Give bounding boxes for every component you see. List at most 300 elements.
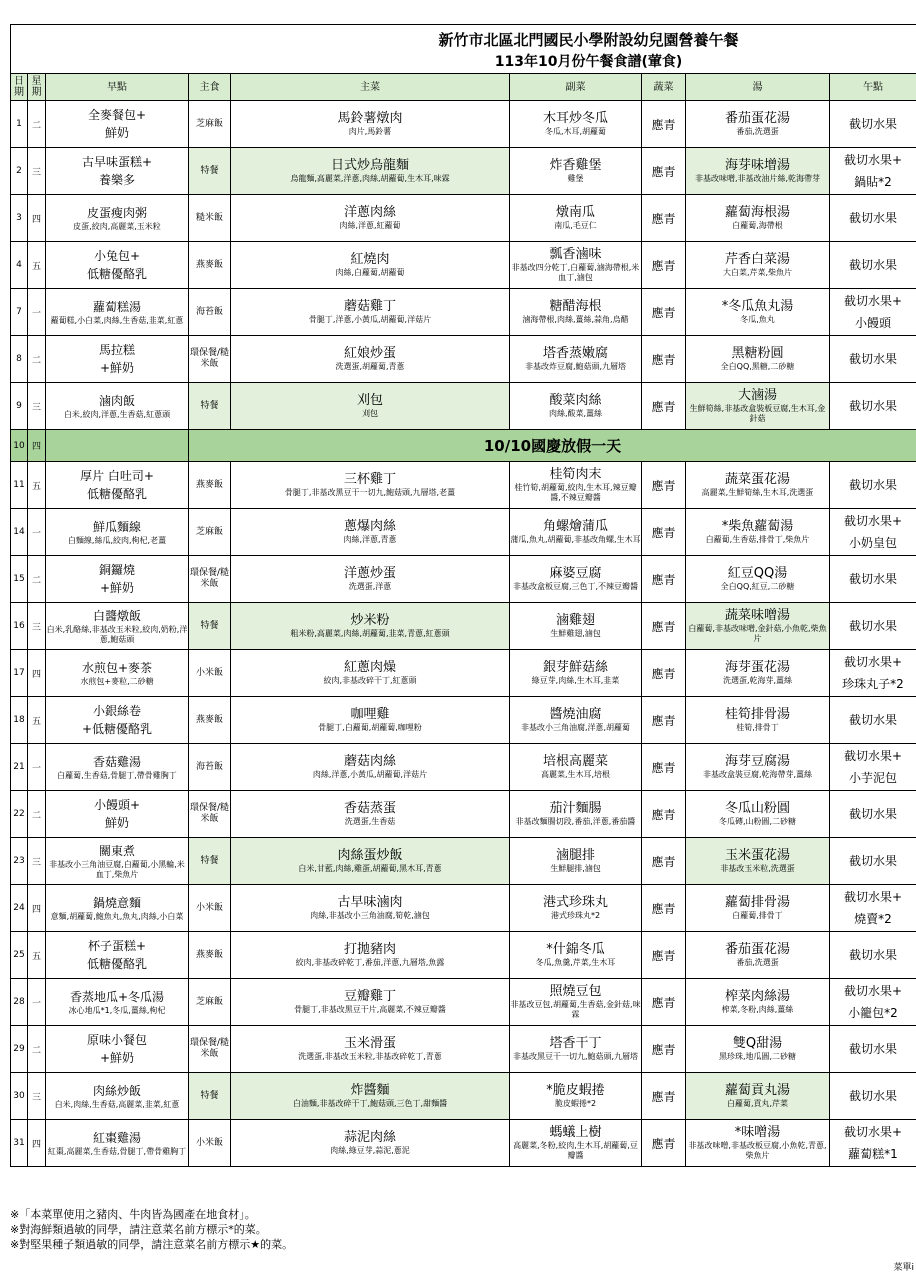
side-dish-cell — [510, 1073, 642, 1120]
soup-cell — [686, 509, 830, 556]
staple-cell: 芝麻飯 — [189, 979, 231, 1026]
header-soup: 湯 — [686, 74, 830, 101]
date-cell: 18 — [11, 697, 28, 744]
main-dish-ingredients: 粗米粉,高麗菜,肉絲,胡蘿蔔,韭菜,青蔥,紅蔥頭 — [290, 629, 450, 638]
afternoon-snack-cell: 截切水果 — [830, 101, 916, 148]
side-dish-cell — [510, 791, 642, 838]
side-dish-ingredients: 蒲瓜,魚丸,胡蘿蔔,非基改角螺,生木耳 — [510, 535, 641, 544]
date-cell: 10 — [11, 430, 28, 462]
side-dish-ingredients: 非基改炸豆腐,鮑菇頭,九層塔 — [524, 362, 627, 371]
morning-snack-cell — [46, 289, 189, 336]
soup-name: 玉米蛋花湯 — [724, 848, 790, 863]
soup-name: 榨菜肉絲湯 — [724, 989, 790, 1004]
soup-name: 番茄蛋花湯 — [724, 942, 790, 957]
date-cell: 7 — [11, 289, 28, 336]
soup-ingredients: 白蘿蔔,貢丸,芹菜 — [726, 1099, 789, 1108]
side-dish-cell — [510, 509, 642, 556]
morning-snack-name: 香蒸地瓜+冬瓜湯 — [69, 990, 165, 1004]
date-cell: 2 — [11, 148, 28, 195]
table-row — [11, 603, 916, 650]
morning-snack-cell — [46, 509, 189, 556]
vegetable-cell: 應青 — [642, 1026, 686, 1073]
day-cell: 三 — [28, 148, 46, 195]
day-cell: 二 — [28, 556, 46, 603]
day-cell: 五 — [28, 932, 46, 979]
morning-snack-ingredients: 意麵,胡蘿蔔,鮑魚丸,魚丸,肉絲,小白菜 — [50, 912, 184, 921]
soup-name: 蘿蔔海根湯 — [724, 205, 790, 220]
side-dish-cell — [510, 603, 642, 650]
main-dish-name: 蒜泥肉絲 — [343, 1130, 396, 1145]
table-row — [11, 744, 916, 791]
date-cell: 15 — [11, 556, 28, 603]
side-dish-cell — [510, 462, 642, 509]
staple-cell: 糙米飯 — [189, 195, 231, 242]
main-dish-ingredients: 肉絲,洋蔥,紅蘿蔔 — [339, 221, 401, 230]
soup-cell — [686, 885, 830, 932]
morning-snack-name: 銅鑼燒 +鮮奶 — [98, 563, 135, 595]
afternoon-snack-cell: 截切水果 — [830, 1026, 916, 1073]
side-dish-name: 炸香雞堡 — [549, 158, 602, 173]
morning-snack-name: 肉絲炒飯 — [92, 1084, 141, 1098]
header-main: 主菜 — [231, 74, 510, 101]
soup-name: *柴魚蘿蔔湯 — [721, 519, 794, 534]
side-dish-cell — [510, 697, 642, 744]
main-dish-name: 紅蔥肉燥 — [343, 660, 396, 675]
staple-cell: 特餐 — [189, 603, 231, 650]
side-dish-ingredients: 非基改四分乾丁,白蘿蔔,滷海帶根,米血丁,滷包 — [511, 263, 640, 282]
afternoon-snack-cell: 截切水果 — [830, 336, 916, 383]
morning-snack-cell — [46, 462, 189, 509]
morning-snack-ingredients: 非基改小三角油豆腐,白蘿蔔,小黑輪,米血丁,柴魚片 — [49, 860, 185, 879]
main-dish-ingredients: 骨腿丁,非基改黑豆干一切九,鮑菇頭,九層塔,老薑 — [284, 488, 456, 497]
day-cell: 二 — [28, 101, 46, 148]
main-dish-cell — [231, 791, 510, 838]
morning-snack-name: 杯子蛋糕+ 低糖優酪乳 — [86, 939, 147, 971]
day-cell: 五 — [28, 242, 46, 289]
morning-snack-name: 原味小餐包 +鮮奶 — [86, 1033, 147, 1065]
soup-ingredients: 白蘿蔔,生香菇,排骨丁,柴魚片 — [705, 535, 810, 544]
afternoon-snack-cell: 截切水果 — [830, 697, 916, 744]
vegetable-cell: 應青 — [642, 383, 686, 430]
morning-snack-cell — [46, 838, 189, 885]
morning-snack-name: 皮蛋瘦肉粥 — [86, 206, 147, 220]
table-row — [11, 242, 916, 289]
main-dish-cell — [231, 195, 510, 242]
main-dish-cell — [231, 603, 510, 650]
staple-cell: 海苔飯 — [189, 289, 231, 336]
table-row — [11, 336, 916, 383]
side-dish-cell — [510, 148, 642, 195]
main-dish-ingredients: 肉片,馬鈴薯 — [348, 127, 392, 136]
side-dish-ingredients: 生鮮雞翅,滷包 — [550, 629, 601, 638]
staple-cell: 環保餐/糙米飯 — [189, 1026, 231, 1073]
staple-cell: 小米飯 — [189, 885, 231, 932]
main-dish-cell — [231, 885, 510, 932]
day-cell: 五 — [28, 697, 46, 744]
main-dish-ingredients: 洗選蛋,洋蔥 — [348, 582, 392, 591]
vegetable-cell: 應青 — [642, 697, 686, 744]
soup-name: 芹香白菜湯 — [724, 252, 790, 267]
header-side: 副菜 — [510, 74, 642, 101]
soup-cell — [686, 148, 830, 195]
side-dish-name: 培根高麗菜 — [542, 754, 608, 769]
side-dish-name: 燉南瓜 — [555, 205, 595, 220]
side-dish-name: 瓢香滷味 — [549, 247, 602, 262]
main-dish-name: 三杯雞丁 — [343, 472, 396, 487]
soup-cell — [686, 242, 830, 289]
main-dish-ingredients: 烏龍麵,高麗菜,洋蔥,肉絲,胡蘿蔔,生木耳,味霖 — [290, 174, 450, 183]
date-cell: 4 — [11, 242, 28, 289]
soup-ingredients: 番茄,洗選蛋 — [736, 127, 779, 136]
side-dish-ingredients: 脆皮蝦捲*2 — [554, 1099, 597, 1108]
main-dish-cell — [231, 101, 510, 148]
soup-ingredients: 大白菜,芹菜,柴魚片 — [722, 268, 793, 277]
side-dish-ingredients: 桂竹筍,胡蘿蔔,絞肉,生木耳,辣豆瓣醬,不辣豆瓣醬 — [514, 483, 637, 502]
main-dish-ingredients: 洗選蛋,胡蘿蔔,青蔥 — [335, 362, 405, 371]
table-row — [11, 509, 916, 556]
vegetable-cell: 應青 — [642, 195, 686, 242]
empty-cell — [46, 430, 189, 462]
header-veg: 蔬菜 — [642, 74, 686, 101]
date-cell: 25 — [11, 932, 28, 979]
afternoon-snack-cell: 截切水果+ 鍋貼*2 — [830, 148, 916, 195]
soup-cell — [686, 556, 830, 603]
main-dish-name: 炒米粉 — [350, 613, 390, 628]
staple-cell: 小米飯 — [189, 1120, 231, 1167]
vegetable-cell: 應青 — [642, 101, 686, 148]
side-dish-cell — [510, 101, 642, 148]
table-row — [11, 650, 916, 697]
main-dish-name: 洋蔥肉絲 — [343, 205, 396, 220]
main-dish-name: 玉米滑蛋 — [343, 1036, 396, 1051]
vegetable-cell: 應青 — [642, 650, 686, 697]
table-row — [11, 556, 916, 603]
morning-snack-name: 紅棗雞湯 — [92, 1131, 141, 1145]
menu-header — [10, 24, 916, 73]
morning-snack-cell — [46, 697, 189, 744]
main-dish-name: 洋蔥炒蛋 — [343, 566, 396, 581]
soup-ingredients: 洗選蛋,乾海芽,薑絲 — [722, 676, 793, 685]
table-row — [11, 101, 916, 148]
soup-name: *冬瓜魚丸湯 — [721, 299, 794, 314]
day-cell: 四 — [28, 650, 46, 697]
morning-snack-cell — [46, 1120, 189, 1167]
morning-snack-name: 水煎包+麥茶 — [81, 661, 153, 675]
day-cell: 三 — [28, 838, 46, 885]
morning-snack-name: 小饅頭+ 鮮奶 — [93, 798, 141, 830]
soup-ingredients: 全白QQ,黑糖,二砂糖 — [720, 362, 795, 371]
main-dish-ingredients: 絞肉,非基改碎干丁,紅蔥頭 — [323, 676, 417, 685]
main-dish-name: 肉絲蛋炒飯 — [337, 848, 403, 863]
side-dish-name: 港式珍珠丸 — [542, 895, 608, 910]
day-cell: 一 — [28, 289, 46, 336]
side-dish-ingredients: 非基改麵腸切段,番茄,洋蔥,番茄醬 — [515, 817, 636, 826]
footnote: ※對海鮮類過敏的同學，請注意菜名前方標示*的菜。 — [10, 1223, 267, 1236]
soup-ingredients: 高麗菜,生鮮筍絲,生木耳,洗選蛋 — [701, 488, 814, 497]
staple-cell: 特餐 — [189, 838, 231, 885]
side-dish-name: 醬燒油腐 — [549, 707, 602, 722]
main-dish-cell — [231, 462, 510, 509]
table-row — [11, 979, 916, 1026]
morning-snack-name: 小兔包+ 低糖優酪乳 — [86, 249, 147, 281]
side-dish-cell — [510, 979, 642, 1026]
morning-snack-cell — [46, 195, 189, 242]
morning-snack-name: 馬拉糕 +鮮奶 — [98, 343, 135, 375]
soup-ingredients: 冬瓜磚,山粉圓,二砂糖 — [718, 817, 797, 826]
menu-table — [10, 73, 916, 1167]
main-dish-name: 馬鈴薯燉肉 — [337, 111, 403, 126]
afternoon-snack-cell: 截切水果 — [830, 838, 916, 885]
side-dish-name: *什錦冬瓜 — [546, 942, 605, 957]
soup-name: 紅豆QQ湯 — [727, 566, 788, 581]
side-dish-cell — [510, 556, 642, 603]
soup-cell — [686, 603, 830, 650]
soup-ingredients: 非基改盒裝豆腐,乾海帶芽,薑絲 — [702, 770, 813, 779]
soup-name: 蘿蔔排骨湯 — [724, 895, 790, 910]
side-dish-name: *脆皮蝦捲 — [546, 1083, 605, 1098]
main-dish-name: 古早味滷肉 — [337, 895, 403, 910]
date-cell: 30 — [11, 1073, 28, 1120]
day-cell: 四 — [28, 1120, 46, 1167]
staple-cell: 特餐 — [189, 383, 231, 430]
main-dish-cell — [231, 932, 510, 979]
side-dish-ingredients: 非基改黑豆干一切九,鮑菇頭,九層塔 — [512, 1052, 639, 1061]
main-dish-cell — [231, 838, 510, 885]
morning-snack-ingredients: 白麵線,絲瓜,絞肉,枸杞,老薑 — [67, 536, 167, 545]
day-cell: 三 — [28, 383, 46, 430]
vegetable-cell: 應青 — [642, 556, 686, 603]
day-cell: 二 — [28, 791, 46, 838]
main-dish-ingredients: 洗選蛋,非基改玉米粒,非基改碎乾丁,青蔥 — [298, 1052, 442, 1061]
menu-sheet — [10, 24, 916, 1167]
date-cell: 23 — [11, 838, 28, 885]
date-cell: 21 — [11, 744, 28, 791]
morning-snack-name: 白醬燉飯 — [92, 609, 141, 623]
side-dish-name: 木耳炒冬瓜 — [542, 111, 608, 126]
morning-snack-cell — [46, 932, 189, 979]
soup-name: *味噌湯 — [734, 1125, 781, 1140]
date-cell: 14 — [11, 509, 28, 556]
side-dish-ingredients: 高麗菜,冬粉,絞肉,生木耳,胡蘿蔔,豆瓣醬 — [513, 1141, 638, 1160]
table-row — [11, 697, 916, 744]
main-dish-name: 打拋豬肉 — [343, 942, 396, 957]
side-dish-cell — [510, 885, 642, 932]
date-cell: 31 — [11, 1120, 28, 1167]
afternoon-snack-cell: 截切水果 — [830, 603, 916, 650]
page-title: 新竹市北區北門國民小學附設幼兒園營養午餐 — [438, 31, 739, 49]
day-cell: 二 — [28, 336, 46, 383]
morning-snack-ingredients: 皮蛋,絞肉,高麗菜,玉米粒 — [73, 222, 161, 231]
staple-cell: 燕麥飯 — [189, 242, 231, 289]
day-cell: 四 — [28, 430, 46, 462]
main-dish-ingredients: 骨腿丁,白蘿蔔,胡蘿蔔,咖哩粉 — [318, 723, 422, 732]
main-dish-name: 蔥爆肉絲 — [343, 519, 396, 534]
side-dish-name: 桂筍肉末 — [549, 467, 602, 482]
table-row — [11, 1073, 916, 1120]
main-dish-ingredients: 肉絲,洋蔥,青蔥 — [343, 535, 397, 544]
morning-snack-name: 蘿蔔糕湯 — [92, 300, 141, 314]
morning-snack-cell — [46, 556, 189, 603]
main-dish-cell — [231, 148, 510, 195]
side-dish-ingredients: 港式珍珠丸*2 — [550, 911, 601, 920]
footnote: ※「本菜單使用之豬肉、牛肉皆為國產在地食材」。 — [10, 1208, 256, 1221]
main-dish-ingredients: 骨腿丁,洋蔥,小黃瓜,胡蘿蔔,洋菇片 — [308, 315, 432, 324]
morning-snack-cell — [46, 1026, 189, 1073]
table-row — [11, 383, 916, 430]
morning-snack-cell — [46, 336, 189, 383]
day-cell: 四 — [28, 195, 46, 242]
main-dish-cell — [231, 556, 510, 603]
soup-ingredients: 非基改味噌,非基改油片絲,乾海帶芽 — [694, 174, 821, 183]
side-dish-ingredients: 肉絲,酸菜,薑絲 — [548, 409, 603, 418]
soup-cell — [686, 195, 830, 242]
day-cell: 一 — [28, 979, 46, 1026]
afternoon-snack-cell: 截切水果 — [830, 383, 916, 430]
staple-cell: 環保餐/糙米飯 — [189, 556, 231, 603]
soup-ingredients: 冬瓜,魚丸 — [740, 315, 775, 324]
table-row — [11, 932, 916, 979]
vegetable-cell: 應青 — [642, 603, 686, 650]
main-dish-ingredients: 肉絲,洋蔥,小黃瓜,胡蘿蔔,洋菇片 — [312, 770, 428, 779]
side-dish-cell — [510, 289, 642, 336]
main-dish-name: 紅娘炒蛋 — [343, 346, 396, 361]
side-dish-name: 塔香蒸嫩腐 — [542, 346, 608, 361]
morning-snack-cell — [46, 979, 189, 1026]
side-dish-cell — [510, 932, 642, 979]
main-dish-name: 日式炒烏龍麵 — [330, 158, 409, 173]
staple-cell: 環保餐/糙米飯 — [189, 336, 231, 383]
morning-snack-cell — [46, 383, 189, 430]
table-row — [11, 195, 916, 242]
morning-snack-cell — [46, 242, 189, 289]
soup-cell — [686, 1073, 830, 1120]
soup-ingredients: 白蘿蔔,海帶根 — [732, 221, 783, 230]
side-dish-name: 酸菜肉絲 — [549, 393, 602, 408]
side-dish-ingredients: 冬瓜,木耳,胡蘿蔔 — [544, 127, 607, 136]
side-dish-ingredients: 生鮮腿排,滷包 — [550, 864, 601, 873]
morning-snack-name: 全麥餐包+ 鮮奶 — [87, 108, 147, 140]
vegetable-cell: 應青 — [642, 791, 686, 838]
morning-snack-cell — [46, 650, 189, 697]
date-cell: 9 — [11, 383, 28, 430]
main-dish-name: 炸醬麵 — [350, 1083, 390, 1098]
main-dish-cell — [231, 242, 510, 289]
afternoon-snack-cell: 截切水果 — [830, 556, 916, 603]
soup-name: 海芽味增湯 — [724, 158, 790, 173]
side-dish-cell — [510, 383, 642, 430]
side-dish-ingredients: 滷海帶根,肉絲,薑絲,蒜角,烏醋 — [522, 315, 629, 324]
morning-snack-name: 小銀絲卷 +低糖優酪乳 — [81, 704, 153, 736]
side-dish-name: 螞蟻上樹 — [549, 1125, 602, 1140]
header-staple: 主食 — [189, 74, 231, 101]
soup-name: 冬瓜山粉圓 — [724, 801, 790, 816]
side-dish-cell — [510, 336, 642, 383]
side-dish-cell — [510, 838, 642, 885]
side-dish-name: 滷腿排 — [555, 848, 595, 863]
afternoon-snack-cell: 截切水果+ 蘿蔔糕*1 — [830, 1120, 916, 1167]
afternoon-snack-cell: 截切水果 — [830, 195, 916, 242]
side-dish-cell — [510, 744, 642, 791]
day-cell: 五 — [28, 462, 46, 509]
main-dish-name: 蘑菇肉絲 — [343, 754, 396, 769]
soup-cell — [686, 383, 830, 430]
header-snack: 午點 — [830, 74, 916, 101]
table-row — [11, 148, 916, 195]
soup-name: 黑糖粉圓 — [731, 346, 784, 361]
side-dish-cell — [510, 1120, 642, 1167]
footnote: ※對堅果種子類過敏的同學，請注意菜名前方標示★的菜。 — [10, 1238, 294, 1251]
main-dish-cell — [231, 336, 510, 383]
morning-snack-ingredients: 白米,肉絲,生香菇,高麗菜,韭菜,紅蔥 — [54, 1100, 180, 1109]
soup-name: 雙Q甜湯 — [732, 1036, 783, 1051]
morning-snack-cell — [46, 101, 189, 148]
soup-name: 蔬菜味噌湯 — [724, 608, 790, 623]
soup-cell — [686, 1026, 830, 1073]
main-dish-cell — [231, 1026, 510, 1073]
table-row — [11, 1120, 916, 1167]
morning-snack-cell — [46, 791, 189, 838]
main-dish-cell — [231, 697, 510, 744]
side-dish-ingredients: 南瓜,毛豆仁 — [554, 221, 597, 230]
main-dish-ingredients: 白米,甘藍,肉絲,雞蛋,胡蘿蔔,黑木耳,青蔥 — [298, 864, 442, 873]
staple-cell: 特餐 — [189, 1073, 231, 1120]
vegetable-cell: 應青 — [642, 242, 686, 289]
soup-cell — [686, 791, 830, 838]
soup-ingredients: 榨菜,冬粉,肉絲,薑絲 — [721, 1005, 794, 1014]
staple-cell: 燕麥飯 — [189, 462, 231, 509]
table-row — [11, 289, 916, 336]
main-dish-ingredients: 絞肉,非基改碎乾丁,番茄,洋蔥,九層塔,魚露 — [295, 958, 445, 967]
morning-snack-name: 滷肉飯 — [98, 394, 135, 408]
afternoon-snack-cell: 截切水果 — [830, 791, 916, 838]
staple-cell: 芝麻飯 — [189, 101, 231, 148]
soup-cell — [686, 1120, 830, 1167]
staple-cell: 燕麥飯 — [189, 697, 231, 744]
day-cell: 一 — [28, 744, 46, 791]
staple-cell: 芝麻飯 — [189, 509, 231, 556]
side-dish-cell — [510, 195, 642, 242]
morning-snack-name: 古早味蛋糕+ 養樂多 — [81, 155, 153, 187]
soup-ingredients: 白蘿蔔,非基改味噌,金針菇,小魚乾,柴魚片 — [688, 624, 827, 643]
soup-name: 海芽豆腐湯 — [724, 754, 790, 769]
vegetable-cell: 應青 — [642, 462, 686, 509]
vegetable-cell: 應青 — [642, 1120, 686, 1167]
vegetable-cell: 應青 — [642, 336, 686, 383]
side-dish-name: 角螺燴蒲瓜 — [542, 519, 608, 534]
main-dish-ingredients: 洗選蛋,生香菇 — [344, 817, 396, 826]
main-dish-cell — [231, 979, 510, 1026]
main-dish-name: 紅燒肉 — [350, 252, 390, 267]
soup-name: 大滷湯 — [737, 388, 777, 403]
staple-cell: 特餐 — [189, 148, 231, 195]
table-row — [11, 462, 916, 509]
main-dish-ingredients: 骨腿丁,非基改黑豆干片,高麗菜,不辣豆瓣醬 — [294, 1005, 446, 1014]
morning-snack-ingredients: 冰心地瓜*1,冬瓜,薑絲,枸杞 — [68, 1006, 166, 1015]
morning-snack-cell — [46, 148, 189, 195]
day-cell: 三 — [28, 603, 46, 650]
main-dish-cell — [231, 289, 510, 336]
side-dish-ingredients: 雞堡 — [567, 174, 584, 183]
table-header-row — [11, 74, 916, 101]
soup-cell — [686, 838, 830, 885]
soup-ingredients: 桂筍,排骨丁 — [736, 723, 779, 732]
date-cell: 3 — [11, 195, 28, 242]
date-cell: 8 — [11, 336, 28, 383]
footnotes — [10, 1207, 293, 1252]
morning-snack-name: 鍋燒意麵 — [92, 896, 141, 910]
side-dish-name: 照燒豆包 — [549, 984, 602, 999]
main-dish-cell — [231, 383, 510, 430]
